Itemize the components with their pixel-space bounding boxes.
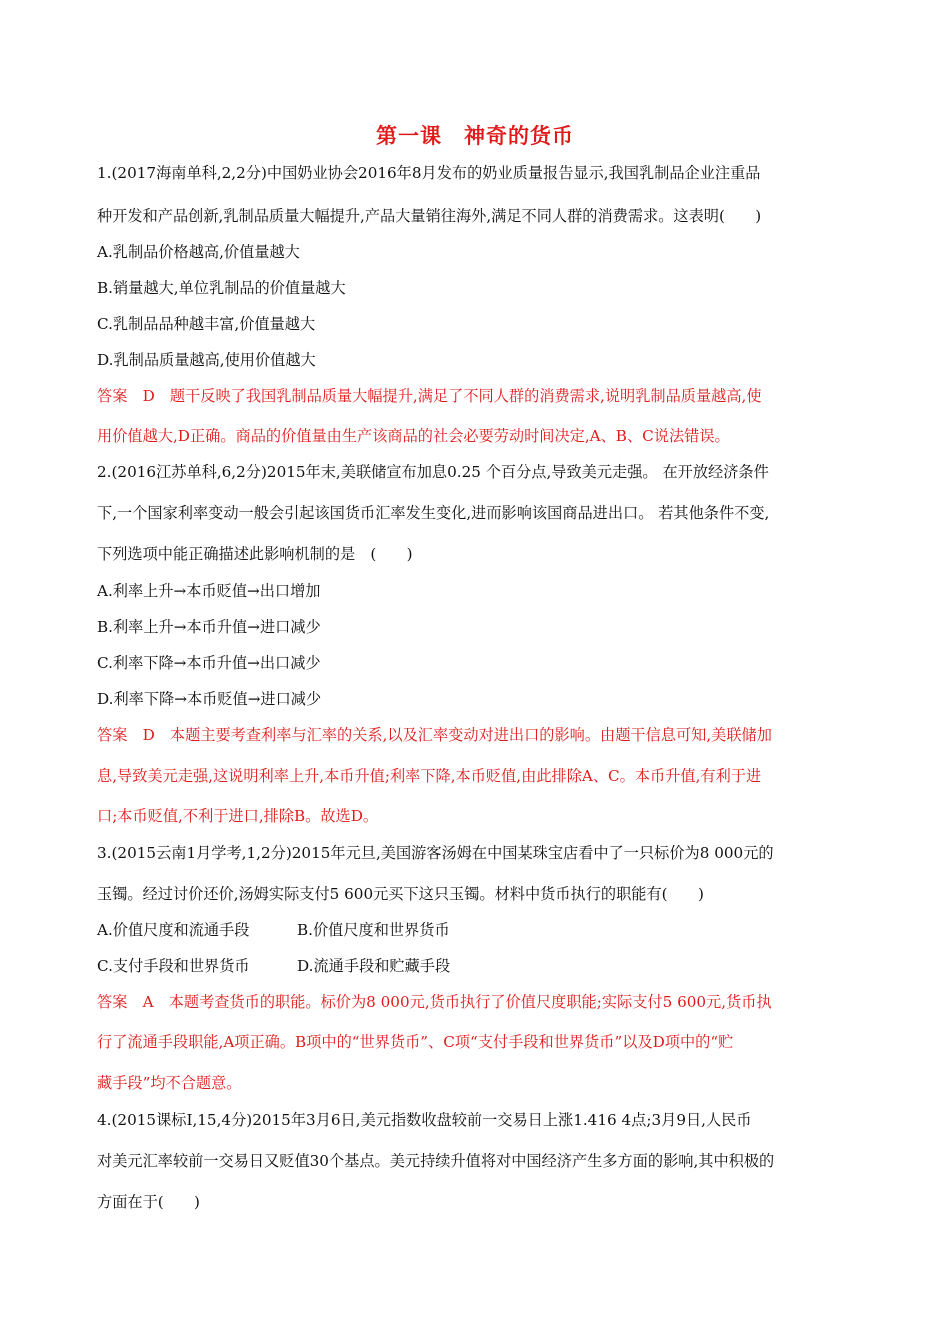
- q4-stem-line: 4.(2015课标Ⅰ,15,4分)2015年3月6日,美元指数收盘较前一交易日上涨1.416 4点;3月9日,人民币: [97, 1111, 752, 1129]
- q3-option-a: A.价值尺度和流通手段: [97, 921, 250, 939]
- q3-options-row: [97, 920, 857, 940]
- q2-stem-line: 下列选项中能正确描述此影响机制的是 ( ): [97, 545, 413, 563]
- q1-option-d: D.乳制品质量越高,使用价值越大: [97, 351, 316, 369]
- q2-stem-line: 下,一个国家利率变动一般会引起该国货币汇率发生变化,进而影响该国商品进出口。 若其他条件不变,: [97, 504, 770, 522]
- q2-option-b: B.利率上升→本币升值→进口减少: [97, 618, 321, 636]
- q2-stem-line: 2.(2016江苏单科,6,2分)2015年末,美联储宣布加息0.25 个百分点,导致美元走强。 在开放经济条件: [97, 463, 769, 481]
- page-title: 第一课 神奇的货币: [376, 124, 574, 148]
- q3-options-row: [97, 956, 857, 976]
- q2-answer-line: 息,导致美元走强,这说明利率上升,本币升值;利率下降,本币贬值,由此排除A、C。本币升值,有利于进: [97, 767, 762, 785]
- q2-option-c: C.利率下降→本币升值→出口减少: [97, 654, 321, 672]
- q1-answer-line: 答案 D 题干反映了我国乳制品质量大幅提升,满足了不同人群的消费需求,说明乳制品质量越高,使: [97, 387, 762, 405]
- q4-stem-line: 对美元汇率较前一交易日又贬值30个基点。美元持续升值将对中国经济产生多方面的影响,其中积极的: [97, 1152, 775, 1170]
- q1-option-a: A.乳制品价格越高,价值量越大: [97, 243, 300, 261]
- q3-answer-line: 藏手段”均不合题意。: [97, 1074, 242, 1092]
- q3-answer-line: 行了流通手段职能,A项正确。B项中的“世界货币”、C项“支付手段和世界货币”以及D项中的“贮: [97, 1033, 734, 1051]
- q1-stem-line: 种开发和产品创新,乳制品质量大幅提升,产品大量销往海外,满足不同人群的消费需求。这表明( ): [97, 207, 762, 225]
- q2-option-a: A.利率上升→本币贬值→出口增加: [97, 582, 321, 600]
- q3-option-c: C.支付手段和世界货币: [97, 957, 250, 975]
- q4-stem-line: 方面在于( ): [97, 1193, 200, 1211]
- q3-option-d: D.流通手段和贮藏手段: [297, 957, 451, 975]
- q2-option-d: D.利率下降→本币贬值→进口减少: [97, 690, 322, 708]
- q1-option-c: C.乳制品品种越丰富,价值量越大: [97, 315, 316, 333]
- q1-option-b: B.销量越大,单位乳制品的价值量越大: [97, 279, 346, 297]
- q2-answer-line: 答案 D 本题主要考查利率与汇率的关系,以及汇率变动对进出口的影响。由题干信息可知,美联储加: [97, 726, 772, 744]
- q2-answer-line: 口;本币贬值,不利于进口,排除B。故选D。: [97, 807, 379, 825]
- q3-stem-line: 3.(2015云南1月学考,1,2分)2015年元旦,美国游客汤姆在中国某珠宝店看中了一只标价为8 000元的: [97, 844, 774, 862]
- q3-stem-line: 玉镯。经过讨价还价,汤姆实际支付5 600元买下这只玉镯。材料中货币执行的职能有( ): [97, 885, 704, 903]
- q1-stem-line: 1.(2017海南单科,2,2分)中国奶业协会2016年8月发布的奶业质量报告显示,我国乳制品企业注重品: [97, 164, 761, 182]
- q1-answer-line: 用价值越大,D正确。商品的价值量由生产该商品的社会必要劳动时间决定,A、B、C说法错误。: [97, 427, 730, 445]
- q3-answer-line: 答案 A 本题考查货币的职能。标价为8 000元,货币执行了价值尺度职能;实际支付5 600元,货币执: [97, 993, 772, 1011]
- q3-option-b: B.价值尺度和世界货币: [297, 921, 450, 939]
